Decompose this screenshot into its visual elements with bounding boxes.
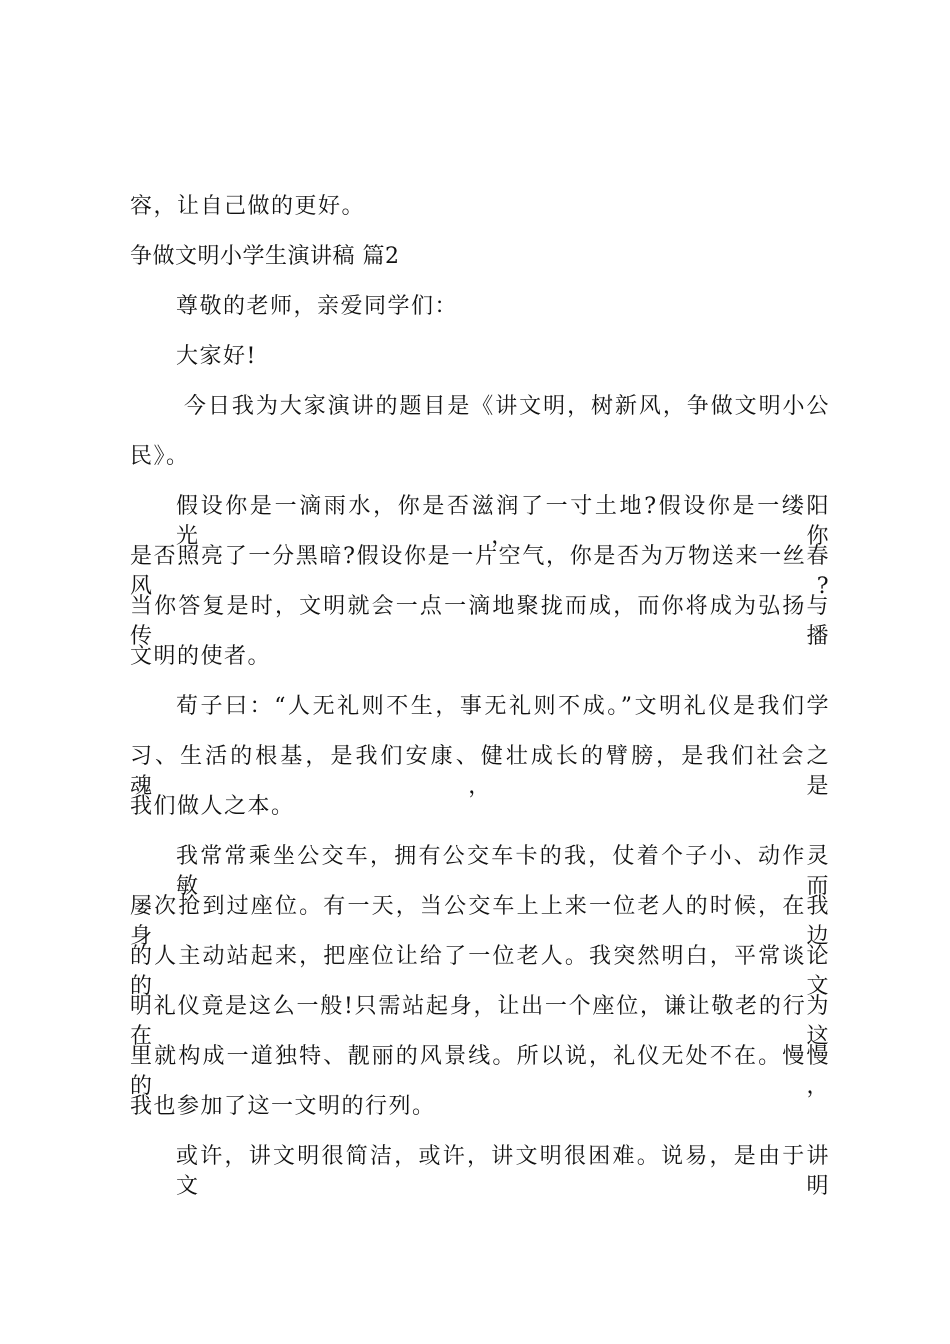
paragraph-line: 民》。 xyxy=(130,444,190,469)
paragraph-line: 我也参加了这一文明的行列。 xyxy=(130,1094,436,1119)
paragraph-line: 假设你是一滴雨水，你是否滋润了一寸土地?假设你是一缕阳光，你 xyxy=(176,494,830,549)
paragraph-line: 文明的使者。 xyxy=(130,644,272,669)
greeting-text: 大家好! xyxy=(176,344,257,369)
paragraph-line: 当你答复是时，文明就会一点一滴地聚拢而成，而你将成为弘扬与传播 xyxy=(130,594,830,649)
paragraph-line: 荀子曰：“人无礼则不生，事无礼则不成。”文明礼仪是我们学 xyxy=(176,694,830,719)
paragraph-line: 我常常乘坐公交车，拥有公交车卡的我，仗着个子小、动作灵敏而 xyxy=(176,844,830,899)
section-heading: 争做文明小学生演讲稿 篇2 xyxy=(130,244,400,269)
paragraph-line: 我们做人之本。 xyxy=(130,794,295,819)
paragraph-line: 明礼仪竟是这么一般!只需站起身，让出一个座位，谦让敬老的行为在这 xyxy=(130,994,830,1049)
salutation-text: 尊敬的老师，亲爱同学们： xyxy=(176,294,459,319)
paragraph-line: 习、生活的根基，是我们安康、健壮成长的臂膀，是我们社会之魂，是 xyxy=(130,744,830,799)
paragraph-line: 今日我为大家演讲的题目是《讲文明，树新风，争做文明小公 xyxy=(184,394,830,419)
continuation-text: 容，让自己做的更好。 xyxy=(130,194,366,219)
paragraph-line: 屡次抢到过座位。有一天，当公交车上上来一位老人的时候，在我身边 xyxy=(130,894,830,949)
paragraph-line: 里就构成一道独特、靓丽的风景线。所以说，礼仪无处不在。慢慢的， xyxy=(130,1044,830,1099)
paragraph-line: 是否照亮了一分黑暗?假设你是一片空气，你是否为万物送来一丝春风? xyxy=(130,544,830,599)
paragraph-line: 的人主动站起来，把座位让给了一位老人。我突然明白，平常谈论的文 xyxy=(130,944,830,999)
paragraph-line: 或许，讲文明很简洁，或许，讲文明很困难。说易，是由于讲文明 xyxy=(176,1144,830,1199)
